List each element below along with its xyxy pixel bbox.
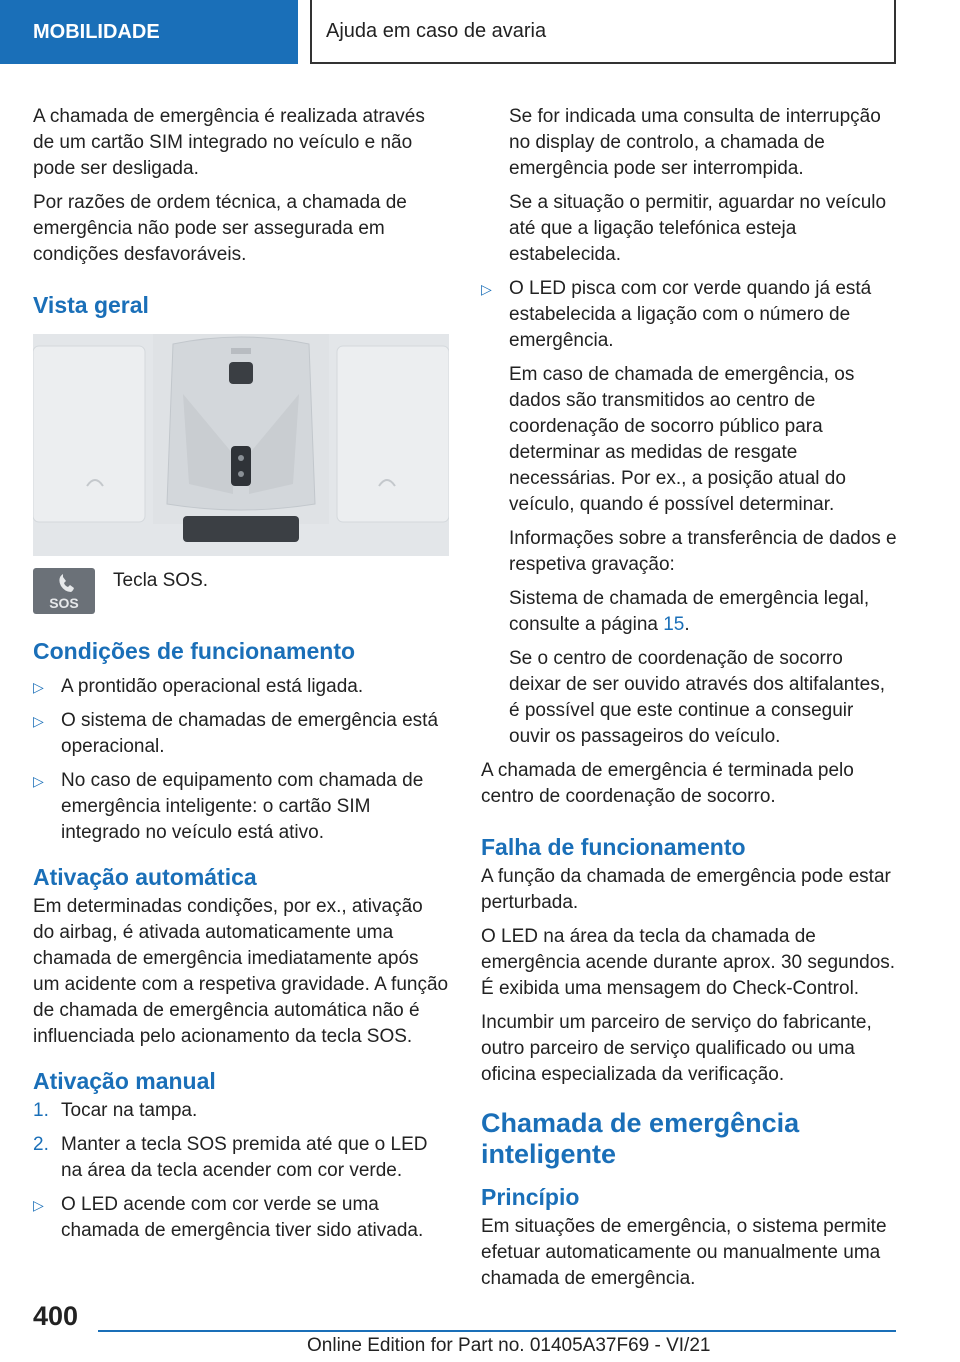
phone-handset-icon <box>59 574 74 592</box>
triangle-right-icon: ▷ <box>33 773 44 789</box>
heading-conditions: Condições de funcionamento <box>33 638 356 664</box>
page-number: 400 <box>33 1301 79 1331</box>
triangle-right-icon: ▷ <box>33 1197 44 1213</box>
chapter-title: Ajuda em caso de avaria <box>310 0 896 64</box>
sos-legend <box>33 568 449 614</box>
step-number: 2. <box>33 1134 49 1155</box>
data-info-paragraph: Informações sobre a transferência de dados e respetiva gravação: <box>509 528 897 575</box>
data-transfer-paragraph: Em caso de chamada de emergência, os dados são transmitidos ao centro de coordenação de socorro público para determinar as medidas de resgate necessárias. Por ex., a posição atual do veículo, quando é possível determinar. <box>509 364 855 515</box>
malfunction-paragraph-3: Incumbir um parceiro de serviço do fabricante, outro parceiro de serviço qualificado ou uma oficina especializada da verificação. <box>481 1012 872 1085</box>
section-tab: MOBILIDADE <box>0 0 298 64</box>
list-item: ▷ O LED pisca com cor verde quando já está estabelecida a ligação com o número de emergência. <box>481 278 872 351</box>
roof-console-image <box>33 334 449 556</box>
edition-note: Online Edition for Part no. 01405A37F69 - VI/21 <box>307 1335 711 1356</box>
list-item: ▷ No caso de equipamento com chamada de emergência inteligente: o cartão SIM integrado no veículo está ativo. <box>33 770 424 843</box>
malfunction-paragraph-2: O LED na área da tecla da chamada de emergência acende durante aprox. 30 segundos. É exibida uma mensagem do Check-Control. <box>481 926 896 999</box>
technical-paragraph: Por razões de ordem técnica, a chamada de emergência não pode ser assegurada em condições desfavoráveis. <box>33 192 407 265</box>
heading-manual-activation: Ativação manual <box>33 1068 216 1094</box>
wait-paragraph: Se a situação o permitir, aguardar no veículo até que a ligação telefónica esteja estabelecida. <box>509 192 887 265</box>
legal-system-paragraph: Sistema de chamada de emergência legal, consulte a página 15. <box>509 588 870 635</box>
automatic-activation-paragraph: Em determinadas condições, por ex., ativação do airbag, é ativada automaticamente uma chamada de emergência imediatamente após um acidente com a respetiva gravidade. A função de chamada de emergência automática não é influenciada pelo acionamento da tecla SOS. <box>33 896 449 1047</box>
triangle-right-icon: ▷ <box>33 679 44 695</box>
malfunction-paragraph-1: A função da chamada de emergência pode estar perturbada. <box>481 866 891 913</box>
triangle-right-icon: ▷ <box>481 281 492 297</box>
heading-intelligent-emergency-call: Chamada de emergência inteligente <box>481 1108 800 1169</box>
termination-paragraph: A chamada de emergência é terminada pelo centro de coordenação de socorro. <box>481 760 854 807</box>
step-number: 1. <box>33 1100 49 1121</box>
speaker-paragraph: Se o centro de coordenação de socorro deixar de ser ouvido através dos altifalantes, é possível que este continue a conseguir ouvir os passageiros do veículo. <box>509 648 885 747</box>
list-item: ▷ A prontidão operacional está ligada. <box>33 674 449 700</box>
principle-paragraph: Em situações de emergência, o sistema permite efetuar automaticamente ou manualmente uma chamada de emergência. <box>481 1216 887 1289</box>
triangle-right-icon: ▷ <box>33 713 44 729</box>
interrupt-paragraph: Se for indicada uma consulta de interrupção no display de controlo, a chamada de emergência pode ser interrompida. <box>509 106 881 179</box>
page-link[interactable]: 15 <box>663 614 685 635</box>
footer-divider <box>98 1330 896 1332</box>
step-item: 1. Tocar na tampa. <box>33 1098 449 1124</box>
right-column <box>481 104 897 1300</box>
heading-principle: Princípio <box>481 1184 580 1210</box>
intro-paragraph: A chamada de emergência é realizada através de um cartão SIM integrado no veículo e não pode ser desligada. <box>33 106 425 179</box>
list-item: ▷ O sistema de chamadas de emergência está operacional. <box>33 710 439 757</box>
heading-automatic-activation: Ativação automática <box>33 864 257 890</box>
heading-overview: Vista geral <box>33 292 149 318</box>
step-item: 2. Manter a tecla SOS premida até que o LED na área da tecla acender com cor verde. <box>33 1134 428 1181</box>
left-column <box>33 104 449 1252</box>
heading-malfunction: Falha de funcionamento <box>481 834 746 860</box>
sos-key-icon <box>33 568 95 614</box>
sos-key-label: SOS <box>49 595 79 611</box>
list-item: ▷ O LED acende com cor verde se uma chamada de emergência tiver sido ativada. <box>33 1194 424 1241</box>
sos-caption: Tecla SOS. <box>113 570 209 591</box>
